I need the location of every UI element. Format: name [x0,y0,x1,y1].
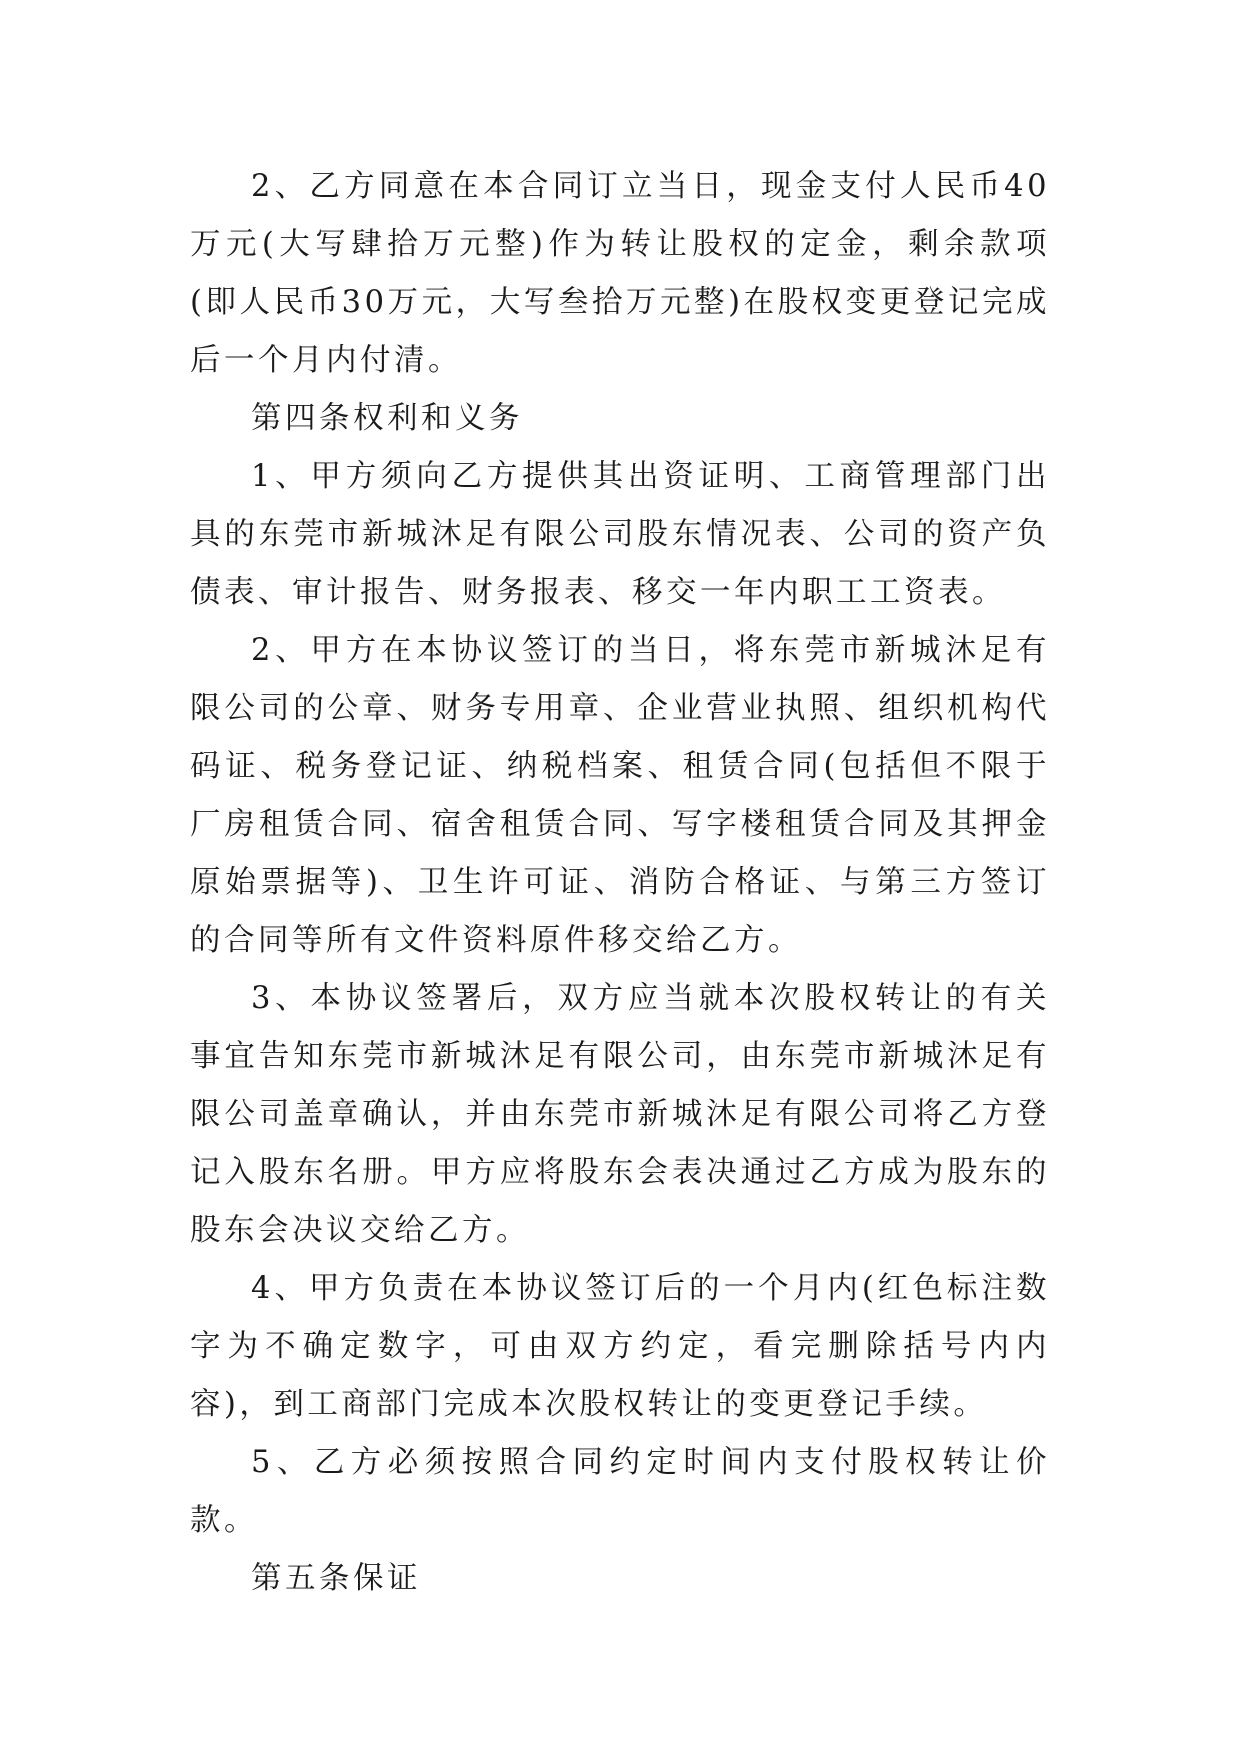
paragraph-payment-terms: 2、乙方同意在本合同订立当日，现金支付人民币40万元(大写肆拾万元整)作为转让股权的定金，剩余款项(即人民币30万元，大写叁拾万元整)在股权变更登记完成后一个月内付清。 [190,169,1050,378]
document-body [190,158,1050,1608]
paragraph-clause-5: 5、乙方必须按照合同约定时间内支付股权转让价款。 [190,1445,1050,1538]
section-heading-article-4: 第四条权利和义务 [251,401,523,436]
paragraph-clause-2: 2、甲方在本协议签订的当日，将东莞市新城沐足有限公司的公章、财务专用章、企业营业执照、组织机构代码证、税务登记证、纳税档案、租赁合同(包括但不限于厂房租赁合同、宿舍租赁合同、写字楼租赁合同及其押金原始票据等)、卫生许可证、消防合格证、与第三方签订的合同等所有文件资料原件移交给乙方。 [190,633,1050,958]
paragraph-clause-4: 4、甲方负责在本协议签订后的一个月内(红色标注数字为不确定数字，可由双方约定，看完删除括号内内容)，到工商部门完成本次股权转让的变更登记手续。 [190,1271,1050,1422]
paragraph-clause-1: 1、甲方须向乙方提供其出资证明、工商管理部门出具的东莞市新城沐足有限公司股东情况表、公司的资产负债表、审计报告、财务报表、移交一年内职工工资表。 [190,459,1050,610]
section-heading-article-5: 第五条保证 [251,1561,421,1596]
paragraph-clause-3: 3、本协议签署后，双方应当就本次股权转让的有关事宜告知东莞市新城沐足有限公司，由东莞市新城沐足有限公司盖章确认，并由东莞市新城沐足有限公司将乙方登记入股东名册。甲方应将股东会表决通过乙方成为股东的股东会决议交给乙方。 [190,981,1050,1248]
